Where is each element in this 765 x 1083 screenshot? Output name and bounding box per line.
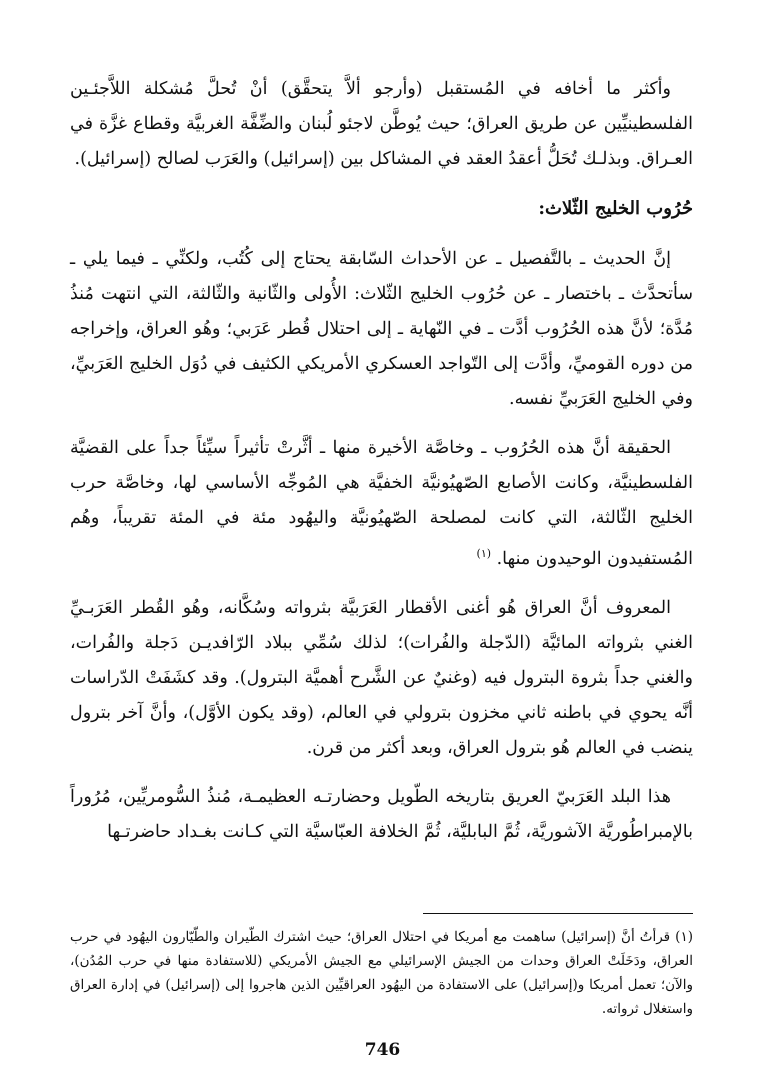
paragraph-gulf-wars-intro: إنَّ الحديث ـ بالتَّفصيل ـ عن الأحداث السّابقة يحتاج إلى كُتُب، ولكنِّي ـ فيما يلي ـ سأتحدَّث ـ باختصار ـ عن حُرُوب الخليج الثّلاث: الأُولى والثّانية والثّالثة، التي انتهت مُنذُ مُدَّة؛ لأنَّ هذه الحُرُوب أدَّت ـ في النّهاية ـ إلى احتلال قُطر عَرَبي؛ وهُو العراق، وإخراجه من دوره القوميِّ، وأدَّت إلى التّواجد العسكري الأمريكي الكثيف في دُوَل الخليج العَرَبيِّ، وفي الخليج العَرَبيِّ نفسه.: [70, 249, 693, 409]
paragraph-refugees: وأكثر ما أخافه في المُستقبل (وأرجو ألاَّ يتحقَّق) أنْ تُحلَّ مُشكلة اللاَّجئـين الفلسطينيِّين عن طريق العراق؛ حيث يُوطَّن لاجئو لُبنان والضِّفَّة الغربيَّة وقطاع غزَّة في العـراق. وبذلـك تُحَلُّ أعقدُ العقد في المشاكل بين (إسرائيل) والعَرَب لصالح (إسرائيل).: [70, 79, 693, 169]
main-text: [70, 72, 693, 864]
footnote-marker: (١): [476, 547, 492, 560]
paragraph-palestinian-cause: [70, 431, 693, 577]
section-heading-gulf-wars: حُرُوب الخليج الثّلاث:: [538, 198, 693, 219]
paragraph-palestinian-cause-text: الحقيقة أنَّ هذه الحُرُوب ـ وخاصَّة الأخيرة منها ـ أثَّرتْ تأثيراً سيِّئاً جداً على القضيَّة الفلسطينيَّة، وكانت الأصابع الصّهيُونيَّة الخفيَّة هي المُوجِّه الأساسي لها، وخاصَّة حرب الخليج الثّالثة، التي كانت لمصلحة الصّهيُونيَّة واليهُود مئة في المئة تقريباً، وهُم المُستفيدون الوحيدون منها.: [70, 438, 693, 569]
footnote-divider: [423, 913, 693, 914]
paragraph-iraq-wealth: المعروف أنَّ العراق هُو أغنى الأقطار العَرَبيَّة بثرواته وسُكَّانه، وهُو القُطر العَرَبـيِّ الغني بثرواته المائيَّة (الدّجلة والفُرات)؛ لذلك سُمِّي ببلاد الرّافديـن دَجلة والفُرات، والغني جداً بثروة البترول فيه (وغنيٌ عن الشَّرح أهميَّة البترول). وقد كشَفَتْ الدّراسات أنَّه يحوي في باطنه ثاني مخزون بترولي في العالم، (وقد يكون الأوَّل)، وأنَّ آخر بترول ينضب في العالم هُو بترول العراق، وبعد أكثر من قرن.: [70, 597, 693, 758]
page-number: 746: [364, 1040, 401, 1060]
paragraph-iraq-history: هذا البلد العَرَبيّ العريق بتاريخه الطّويل وحضارتـه العظيمـة، مُنذُ السُّومريِّين، مُرُوراً بالإمبراطُوريَّة الآشوريَّة، ثُمَّ البابليَّة، ثُمَّ الخلافة العبّاسيَّة التي كـانت بغـداد حاضرتـها: [70, 786, 693, 842]
footnote-text: (١) قرأتُ أنَّ (إسرائيل) ساهمت مع أمريكا في احتلال العراق؛ حيث اشترك الطّيران والطّيّارون اليهُود في حرب العراق، ودَخَلَتْ العراق وحدات من الجيش الإسرائيلي مع الجيش الأمريكي (للاستفادة منها في حرب المُدُن)، والآن؛ تعمل أمريكا و(إسرائيل) على الاستفادة من اليهُود العراقيِّين الذين هاجروا إلى (إسرائيل) في إدارة العراق واستغلال ثرواته.: [70, 929, 693, 1017]
footnote: [70, 925, 693, 1021]
